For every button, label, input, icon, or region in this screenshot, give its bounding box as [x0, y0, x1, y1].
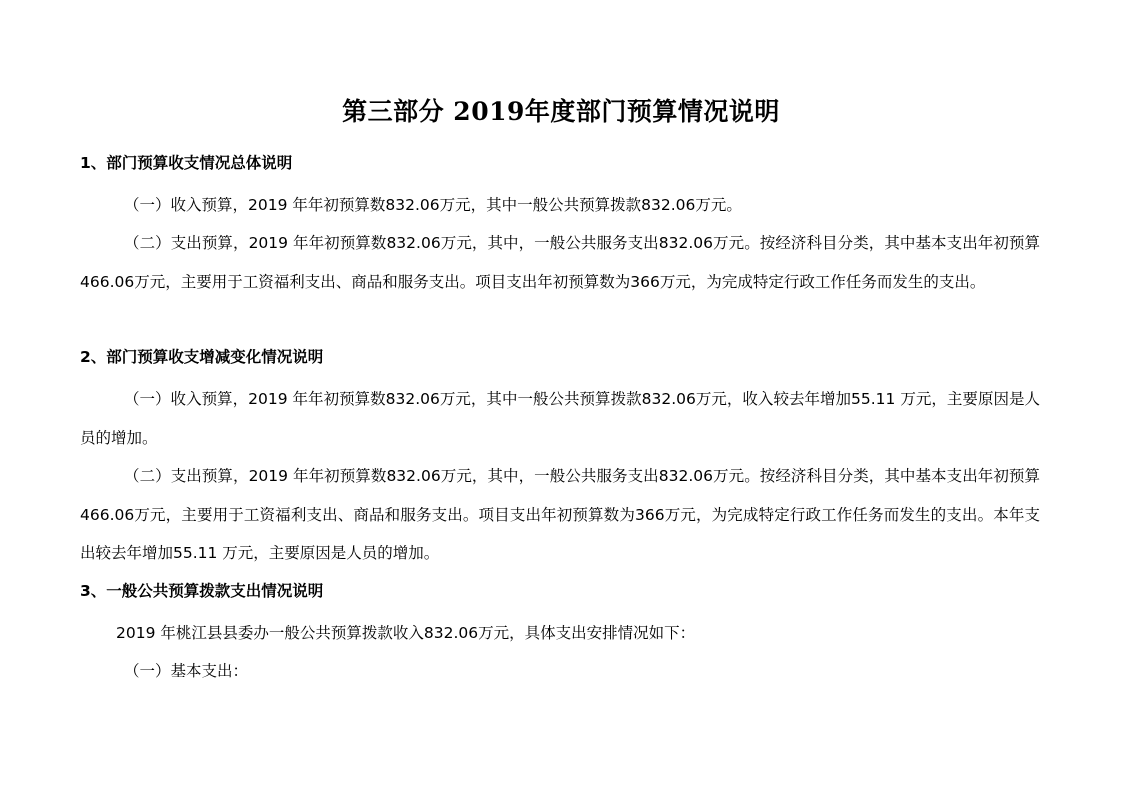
paragraph-1-2: （二）支出预算，2019 年年初预算数832.06万元，其中，一般公共服务支出832.06万元。按经济科目分类，其中基本支出年初预算466.06万元，主要用于工资福利支出、商品和服务支出。项目支出年初预算数为366万元，为完成特定行政工作任务而发生的支出。 — [80, 234, 1040, 291]
section-heading-1: 1、部门预算收支情况总体说明 — [80, 154, 293, 172]
section-heading-3: 3、一般公共预算拨款支出情况说明 — [80, 582, 324, 600]
paragraph-3-2: （一）基本支出： — [124, 662, 249, 680]
paragraph-2-2: （二）支出预算，2019 年年初预算数832.06万元，其中，一般公共服务支出832.06万元。按经济科目分类，其中基本支出年初预算466.06万元，主要用于工资福利支出、商品和服务支出。项目支出年初预算数为366万元，为完成特定行政工作任务而发生的支出。本年支出较去年增加55.11 万元，主要原因是人员的增加。 — [80, 467, 1040, 562]
paragraph-2-1: （一）收入预算，2019 年年初预算数832.06万元，其中一般公共预算拨款832.06万元，收入较去年增加55.11 万元，主要原因是人员的增加。 — [80, 390, 1040, 447]
paragraph-1-1: （一）收入预算，2019 年年初预算数832.06万元，其中一般公共预算拨款832.06万元。 — [124, 196, 742, 214]
document-title: 第三部分 2019年度部门预算情况说明 — [342, 97, 780, 126]
section-heading-2: 2、部门预算收支增减变化情况说明 — [80, 348, 324, 366]
paragraph-3-1: 2019 年桃江县县委办一般公共预算拨款收入832.06万元，具体支出安排情况如下： — [116, 624, 696, 642]
